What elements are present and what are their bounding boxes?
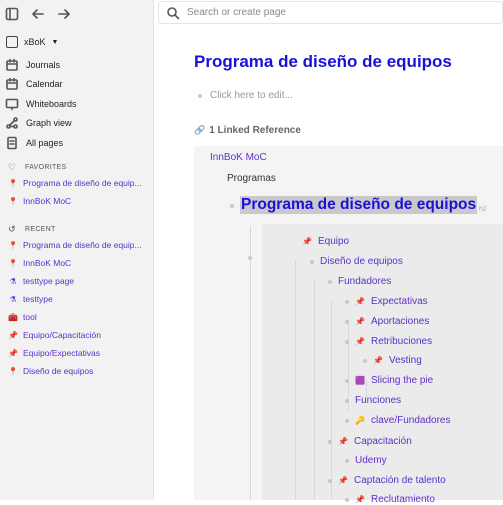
pin-icon: 📍	[8, 258, 18, 268]
recent-item[interactable]	[0, 272, 153, 290]
pin-icon: 📍	[8, 366, 18, 376]
block-bullet	[345, 320, 349, 324]
tree-guide-line	[250, 226, 251, 500]
tree-item[interactable]	[328, 276, 391, 287]
recent-item[interactable]	[0, 344, 153, 362]
pin-icon: 📍	[8, 240, 18, 250]
tree-item[interactable]	[345, 336, 432, 347]
tree-item-label: Equipo	[317, 236, 350, 247]
tree-item[interactable]	[310, 256, 403, 267]
reference-block-title[interactable]: Programa de diseño de equipos	[241, 196, 477, 213]
sidebar-item-journals[interactable]	[0, 55, 153, 75]
heading-tag: h2	[479, 206, 487, 213]
tree-item[interactable]	[345, 415, 450, 426]
pin-icon: 📍	[8, 178, 18, 188]
tree-item[interactable]	[328, 475, 446, 486]
recent-item-label: Programa de diseño de equip...	[23, 240, 142, 250]
recent-item[interactable]	[0, 326, 153, 344]
sidebar-item-graph-view[interactable]	[0, 114, 153, 134]
sidebar-item-whiteboards[interactable]	[0, 94, 153, 114]
block-bullet	[328, 479, 332, 483]
tree-item-label: Capacitación	[353, 436, 412, 447]
flask-icon: ⚗	[9, 276, 17, 286]
block-bullet	[345, 300, 349, 304]
workspace-logo-icon	[6, 36, 18, 48]
tree-item-label: Udemy	[355, 455, 387, 466]
recent-item-label: Diseño de equipos	[23, 366, 94, 376]
sidebar-item-calendar[interactable]	[0, 75, 153, 95]
block-bullet[interactable]	[230, 204, 234, 208]
key-icon: 🔑	[355, 416, 365, 425]
tree-item-label: Retribuciones	[370, 336, 433, 347]
recent-item[interactable]	[0, 254, 153, 272]
recent-item-label: Equipo/Capacitación	[23, 330, 101, 340]
recent-item-label: InnBoK MoC	[23, 258, 72, 268]
purple-square-icon: 🟪	[355, 376, 365, 385]
favorite-item-label: Programa de diseño de equip...	[23, 178, 142, 188]
sidebar-nav	[0, 55, 153, 153]
tree-item[interactable]	[345, 395, 401, 406]
block-bullet	[345, 379, 349, 383]
block-bullet	[345, 340, 349, 344]
tree-item[interactable]	[328, 436, 412, 447]
workspace-selector[interactable]	[6, 36, 58, 48]
favorite-item-label: InnBoK MoC	[23, 196, 72, 206]
recent-item[interactable]	[0, 362, 153, 380]
sidebar-item-label: Journals	[26, 59, 61, 70]
pushpin-icon: 📌	[302, 237, 312, 246]
left-sidebar	[0, 0, 154, 500]
tree-item-label: Reclutamiento	[370, 494, 435, 505]
pushpin-icon: 📌	[355, 495, 365, 504]
tree-item-label: Diseño de equipos	[320, 256, 403, 267]
block-bullet[interactable]	[198, 94, 202, 98]
favorite-item[interactable]	[0, 192, 153, 210]
tree-item-label: Funciones	[355, 395, 402, 406]
tree-guide-line	[331, 300, 332, 500]
calendar-icon	[4, 57, 20, 73]
sidebar-toolbar	[4, 6, 72, 22]
block-bullet	[328, 440, 332, 444]
tree-guide-line	[295, 260, 296, 500]
linked-reference-card	[194, 146, 503, 505]
flask-icon: ⚗	[9, 294, 17, 304]
sidebar-toggle-icon[interactable]	[4, 6, 20, 22]
pushpin-icon: 📌	[373, 356, 383, 365]
tree-item[interactable]	[302, 236, 349, 247]
history-icon: ↺	[8, 223, 16, 234]
tree-item-label: clave/Fundadores	[370, 415, 451, 426]
recent-section	[0, 222, 153, 380]
sidebar-item-label: Graph view	[26, 118, 72, 129]
main-content	[154, 26, 503, 505]
reference-breadcrumb[interactable]: Programas	[227, 173, 276, 184]
recent-header-label: RECENT	[25, 225, 56, 233]
favorites-header[interactable]	[0, 160, 153, 174]
forward-arrow-icon[interactable]	[56, 6, 72, 22]
tree-guide-line	[314, 280, 315, 500]
calendar-icon	[4, 76, 20, 92]
tree-item-label: Aportaciones	[370, 316, 430, 327]
tree-item[interactable]	[345, 455, 387, 466]
heart-icon: ♡	[7, 161, 17, 172]
tree-item-label: Slicing the pie	[370, 375, 434, 386]
recent-item-label: testtype	[23, 294, 53, 304]
tree-item-label: Expectativas	[370, 296, 428, 307]
pushpin-icon: 📌	[355, 337, 365, 346]
pushpin-icon: 📌	[355, 297, 365, 306]
sidebar-item-label: All pages	[26, 137, 64, 148]
recent-item-label: Equipo/Expectativas	[23, 348, 101, 358]
tree-item[interactable]	[345, 375, 433, 386]
block-bullet	[310, 260, 314, 264]
tree-item-label: Vesting	[388, 355, 422, 366]
sidebar-item-label: Whiteboards	[26, 98, 77, 109]
recent-item-label: tool	[23, 312, 37, 322]
recent-item[interactable]	[0, 290, 153, 308]
workspace-name: xBoK	[24, 37, 46, 47]
back-arrow-icon[interactable]	[30, 6, 46, 22]
edit-hint: Click here to edit...	[210, 90, 293, 101]
block-bullet	[345, 419, 349, 423]
tree-item[interactable]	[345, 316, 429, 327]
search-placeholder: Search or create page	[187, 7, 286, 18]
recent-header[interactable]	[0, 222, 153, 236]
linked-references-header[interactable]	[194, 125, 301, 136]
block-bullet	[345, 399, 349, 403]
tree-item[interactable]	[345, 296, 428, 307]
pushpin-icon: 📌	[355, 317, 365, 326]
favorites-header-label: FAVORITES	[25, 163, 67, 171]
sidebar-item-label: Calendar	[26, 79, 63, 90]
block-bullet	[363, 359, 367, 363]
empty-block[interactable]	[198, 90, 293, 101]
pages-icon	[4, 135, 20, 151]
page-title[interactable]: Programa de diseño de equipos	[194, 52, 452, 71]
pushpin-icon: 📌	[338, 476, 348, 485]
linked-references-label: 1 Linked Reference	[209, 125, 301, 136]
search-bar[interactable]	[158, 1, 503, 24]
recent-item-label: testtype page	[23, 276, 75, 286]
favorites-section	[0, 160, 153, 210]
tree-item[interactable]	[363, 355, 422, 366]
link-icon: 🔗	[194, 125, 206, 135]
pushpin-icon: 📌	[8, 348, 18, 358]
pushpin-icon: 📌	[8, 330, 18, 340]
whiteboard-icon	[4, 96, 20, 112]
block-bullet[interactable]	[248, 256, 252, 260]
graph-icon	[4, 115, 20, 131]
recent-item[interactable]	[0, 236, 153, 254]
embedded-block-tree	[262, 224, 503, 505]
sidebar-item-all-pages[interactable]	[0, 133, 153, 153]
tree-item-label: Fundadores	[338, 276, 392, 287]
tree-item-label: Captación de talento	[353, 475, 446, 486]
reference-source-link[interactable]: InnBoK MoC	[210, 152, 267, 163]
chevron-down-icon: ▼	[51, 38, 59, 46]
favorite-item[interactable]	[0, 174, 153, 192]
pushpin-icon: 📌	[338, 437, 348, 446]
recent-item[interactable]	[0, 308, 153, 326]
block-bullet	[328, 280, 332, 284]
search-icon	[165, 5, 181, 21]
toolbox-icon: 🧰	[8, 312, 18, 322]
block-bullet	[345, 459, 349, 463]
pin-icon: 📍	[8, 196, 18, 206]
